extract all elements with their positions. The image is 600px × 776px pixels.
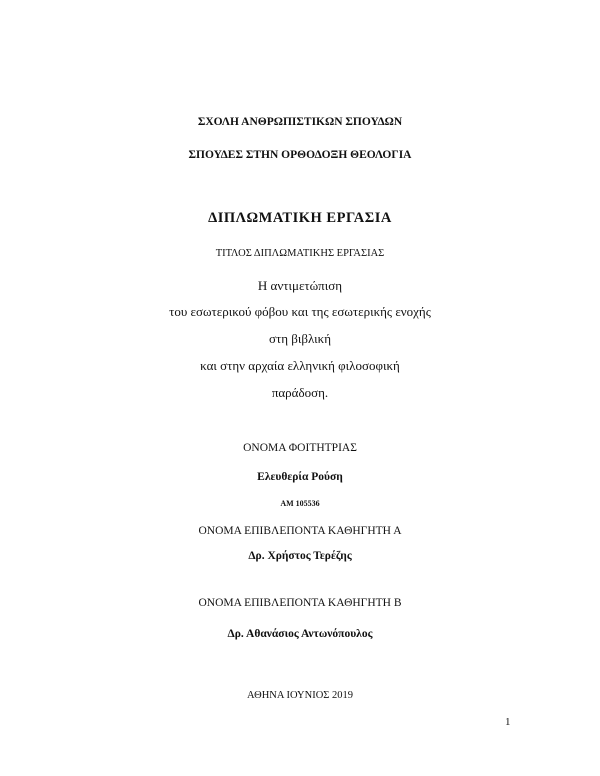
thesis-title-line-4: και στην αρχαία ελληνική φιλοσοφική: [200, 358, 400, 373]
thesis-title-label: ΤΙΤΛΟΣ ΔΙΠΛΩΜΑΤΙΚΗΣ ΕΡΓΑΣΙΑΣ: [215, 248, 385, 259]
page-number: 1: [505, 716, 511, 728]
thesis-title-line-5: παράδοση.: [271, 385, 329, 400]
place-date: ΑΘΗΝΑ ΙΟΥΝΙΟΣ 2019: [246, 690, 354, 701]
thesis-title-line-2: του εσωτερικού φόβου και της εσωτερικής ενοχής: [169, 304, 431, 319]
school-name: ΣΧΟΛΗ ΑΝΘΡΩΠΙΣΤΙΚΩΝ ΣΠΟΥΔΩΝ: [197, 116, 403, 128]
supervisor-a-name: Δρ. Χρήστος Τερέζης: [248, 550, 352, 562]
supervisor-b-label: ΟΝΟΜΑ ΕΠΙΒΛΕΠΟΝΤΑ ΚΑΘΗΓΗΤΗ Β: [198, 597, 402, 609]
program-name: ΣΠΟΥΔΕΣ ΣΤΗΝ ΟΡΘΟΔΟΞΗ ΘΕΟΛΟΓΙΑ: [188, 149, 412, 161]
supervisor-a-label: ΟΝΟΜΑ ΕΠΙΒΛΕΠΟΝΤΑ ΚΑΘΗΓΗΤΗ Α: [198, 525, 402, 537]
thesis-title-line-1: Η αντιμετώπιση: [257, 278, 343, 293]
document-type: ΔΙΠΛΩΜΑΤΙΚΗ ΕΡΓΑΣΙΑ: [208, 210, 392, 226]
supervisor-b-name: Δρ. Αθανάσιος Αντωνόπουλος: [227, 628, 373, 640]
student-registration: ΑΜ 105536: [280, 499, 320, 508]
thesis-title-line-3: στη βιβλική: [269, 331, 331, 346]
student-label: ΟΝΟΜΑ ΦΟΙΤΗΤΡΙΑΣ: [243, 442, 357, 454]
student-name: Ελευθερία Ρούση: [257, 471, 343, 483]
